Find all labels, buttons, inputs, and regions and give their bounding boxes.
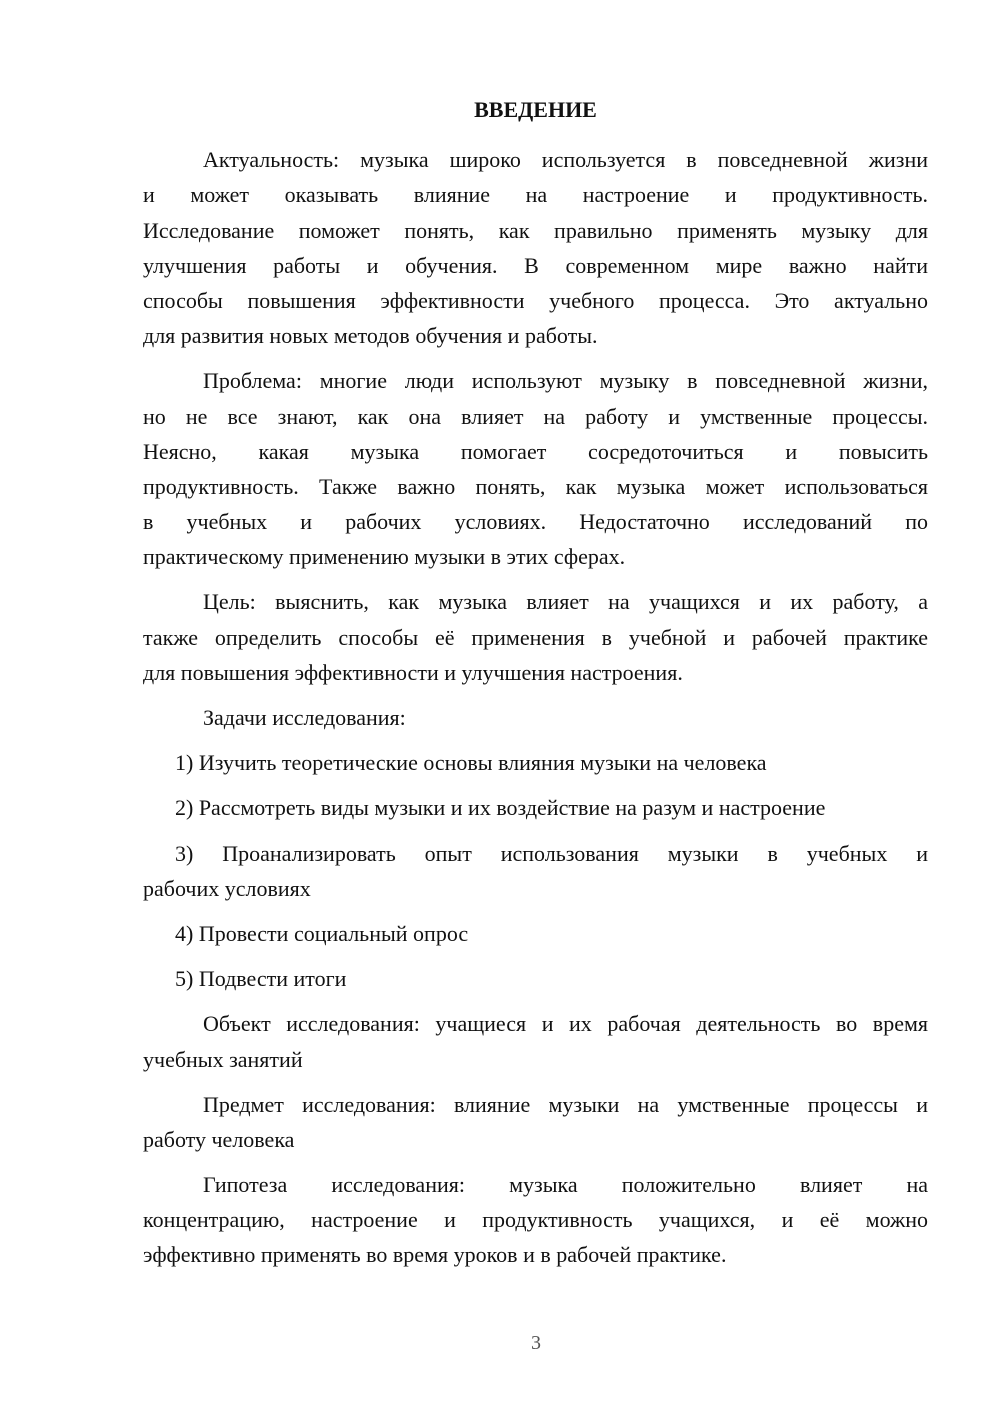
task-list-item — [143, 961, 928, 996]
text-line: 2) Рассмотреть виды музыки и их воздействие на разум и настроение — [175, 795, 826, 821]
text-line: Исследование поможет понять, как правильно применять музыку для — [143, 217, 928, 243]
paragraph — [143, 700, 928, 735]
text-line: учебных занятий — [143, 1046, 303, 1072]
text-line: способы повышения эффективности учебного процесса. Это актуально — [143, 287, 928, 313]
text-line: 3) Проанализировать опыт использования музыки в учебных и — [175, 840, 928, 866]
text-line: Актуальность: музыка широко используется в повседневной жизни — [203, 147, 928, 173]
text-line: практическому применению музыки в этих сферах. — [143, 544, 626, 570]
text-line: концентрацию, настроение и продуктивность учащихся, и её можно — [143, 1207, 928, 1233]
paragraph — [143, 142, 928, 353]
text-line: для повышения эффективности и улучшения настроения. — [143, 659, 683, 685]
text-line: для развития новых методов обучения и работы. — [143, 323, 598, 349]
text-line: Неясно, какая музыка помогает сосредоточиться и повысить — [143, 438, 928, 464]
text-line: Объект исследования: учащиеся и их рабочая деятельность во время — [203, 1011, 928, 1037]
text-line: 5) Подвести итоги — [175, 966, 347, 992]
text-line: 4) Провести социальный опрос — [175, 920, 469, 946]
task-list-item — [143, 916, 928, 951]
text-line: но не все знают, как она влияет на работу и умственные процессы. — [143, 403, 928, 429]
section-title: ВВЕДЕНИЕ — [474, 97, 597, 122]
text-line: Задачи исследования: — [203, 705, 406, 730]
text-line: Предмет исследования: влияние музыки на умственные процессы и — [203, 1091, 928, 1117]
page-number: 3 — [531, 1332, 541, 1354]
text-line: рабочих условиях — [143, 875, 311, 901]
text-line: работу человека — [143, 1126, 295, 1152]
task-list-item — [143, 836, 928, 906]
text-line: улучшения работы и обучения. В современном мире важно найти — [143, 252, 928, 278]
text-line: также определить способы её применения в учебной и рабочей практике — [143, 624, 928, 650]
paragraph — [143, 1006, 928, 1076]
paragraph — [143, 363, 928, 574]
paragraph — [143, 1167, 928, 1273]
task-list-item — [143, 745, 928, 780]
text-line: эффективно применять во время уроков и в рабочей практике. — [143, 1242, 727, 1268]
text-line: продуктивность. Также важно понять, как музыка может использоваться — [143, 473, 928, 499]
task-list-item — [143, 790, 928, 825]
text-line: Цель: выяснить, как музыка влияет на учащихся и их работу, а — [203, 589, 928, 615]
text-line: и может оказывать влияние на настроение и продуктивность. — [143, 182, 928, 208]
text-line: Гипотеза исследования: музыка положительно влияет на — [203, 1172, 928, 1198]
document-page — [143, 92, 928, 1283]
paragraph — [143, 1087, 928, 1157]
paragraph — [143, 584, 928, 690]
text-line: 1) Изучить теоретические основы влияния музыки на человека — [175, 750, 767, 776]
text-line: Проблема: многие люди используют музыку в повседневной жизни, — [203, 368, 928, 394]
text-line: в учебных и рабочих условиях. Недостаточно исследований по — [143, 509, 928, 535]
document-body — [143, 142, 928, 1272]
